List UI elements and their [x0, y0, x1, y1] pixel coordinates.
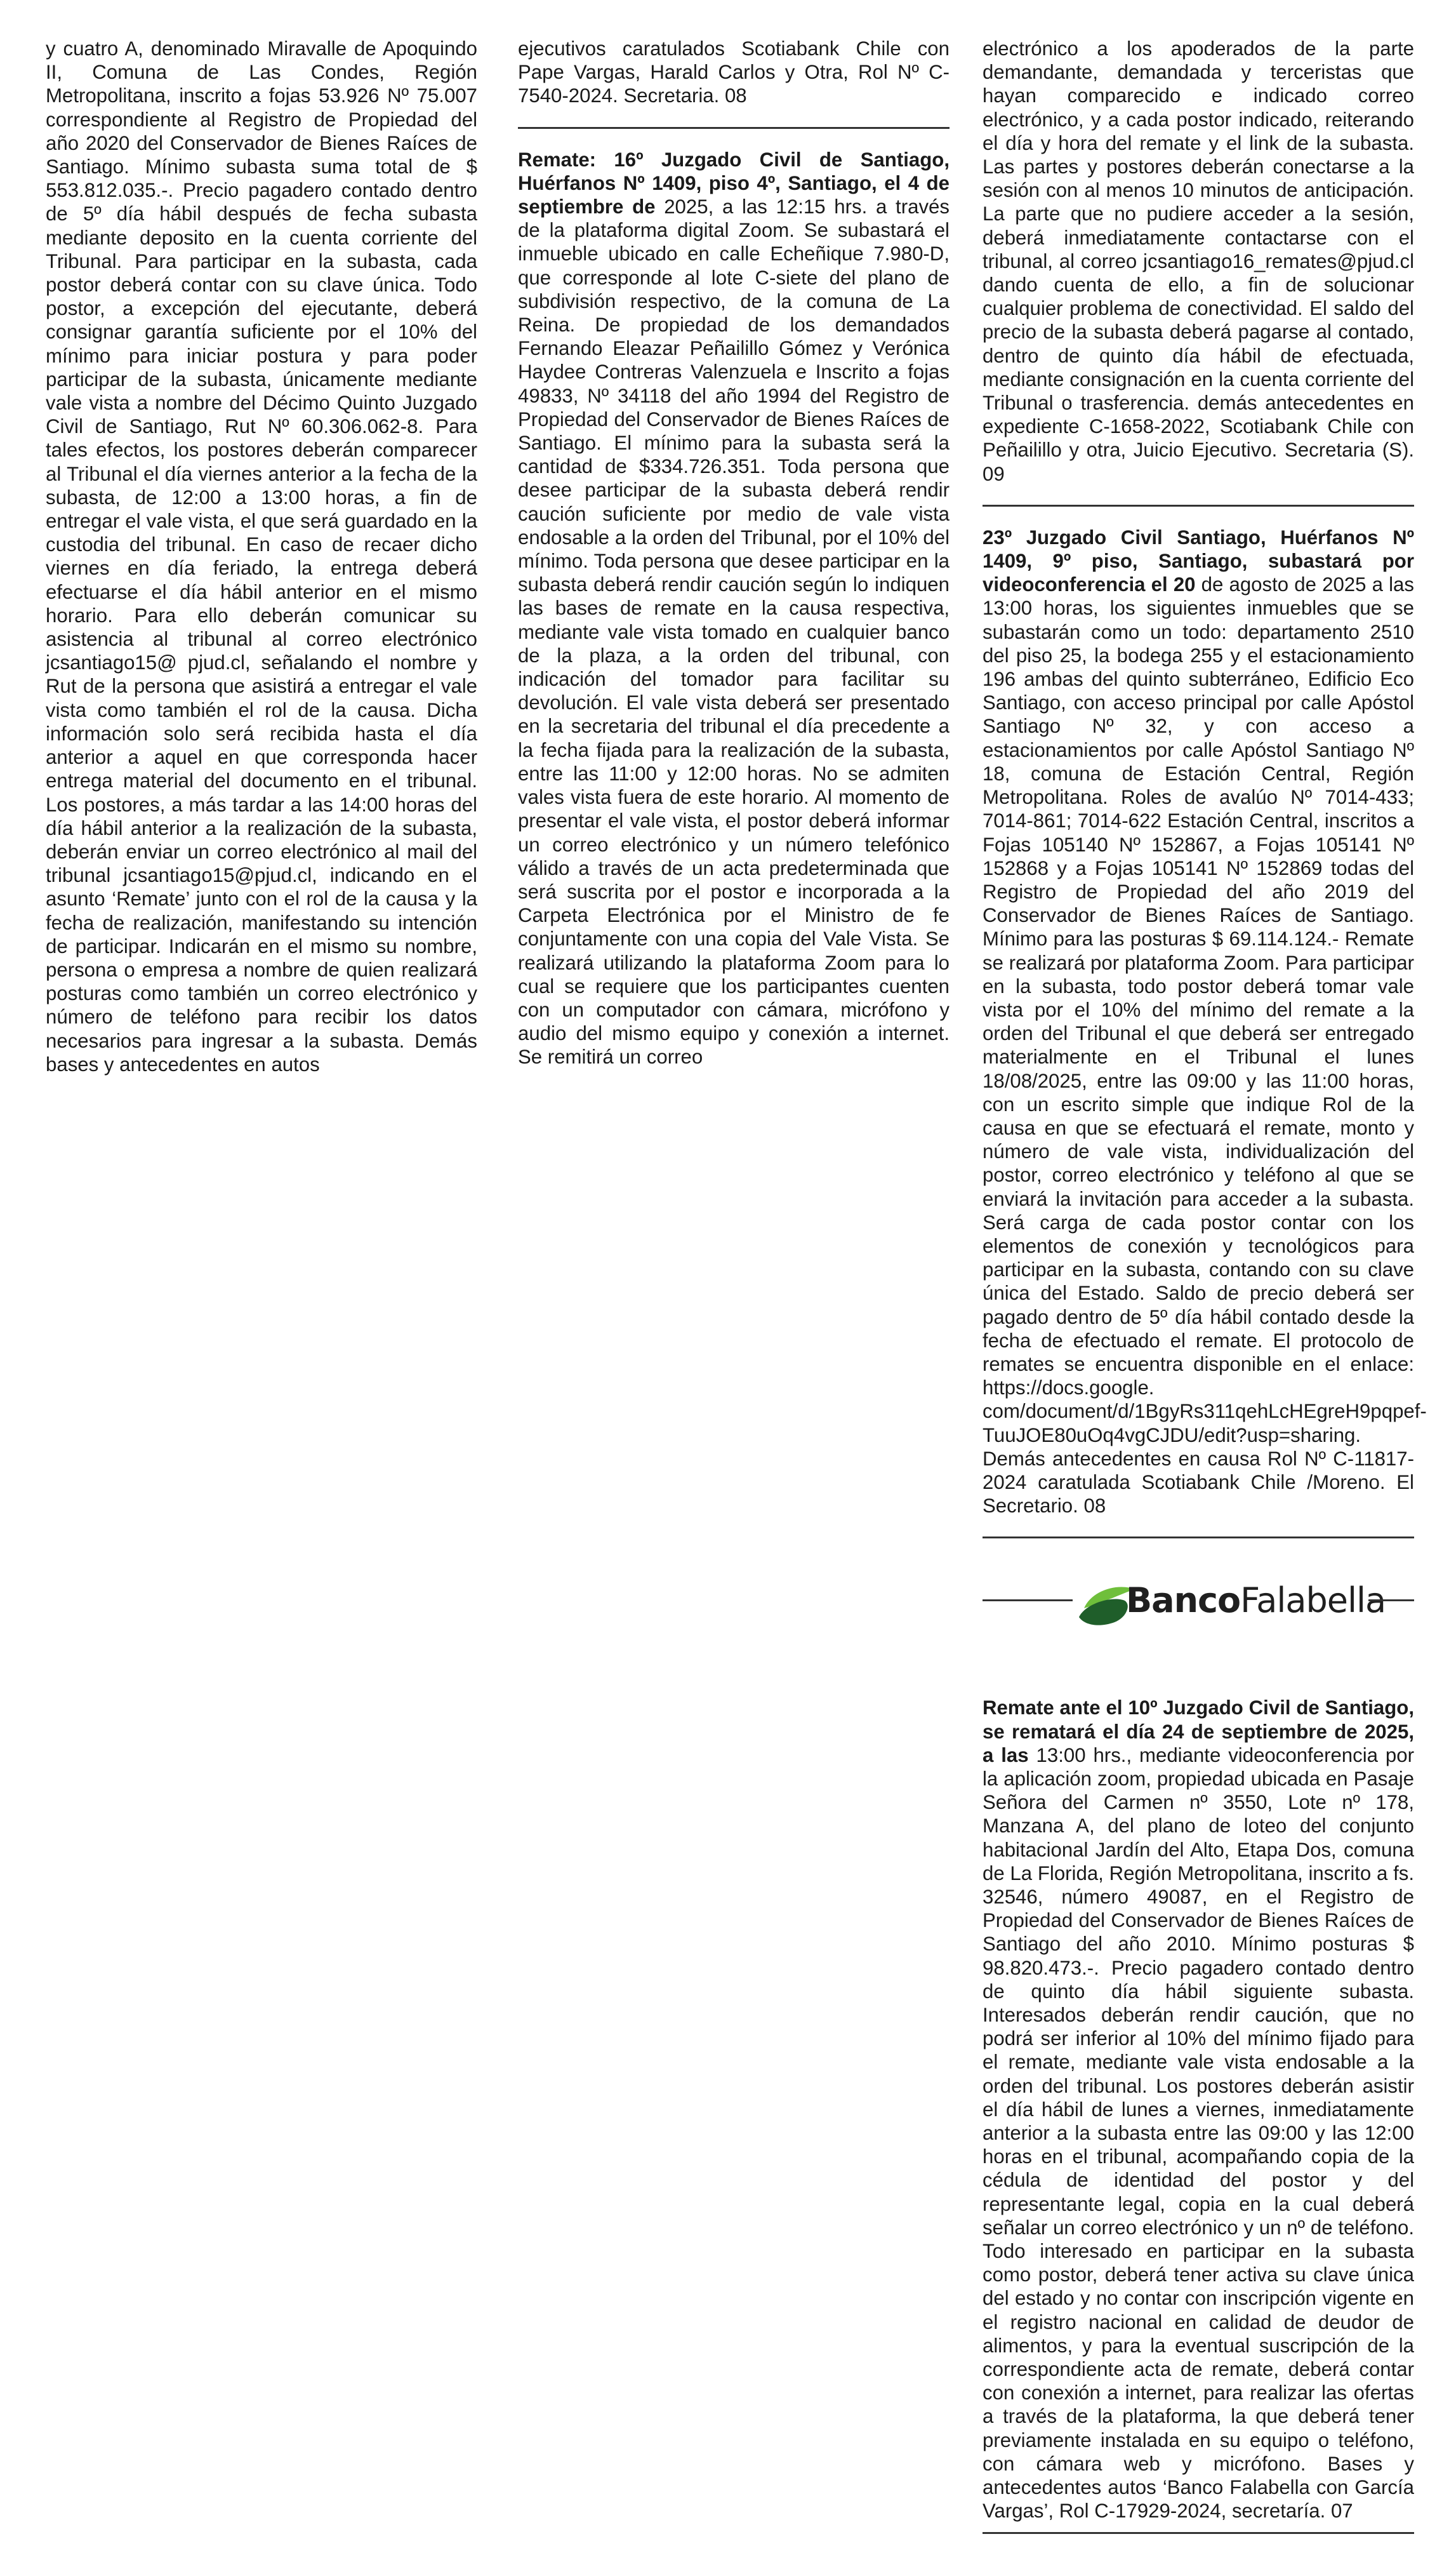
logo-wordmark: [1126, 1582, 1386, 1620]
column-2: [518, 37, 950, 1069]
notice-lead: Remate: 16º Juzgado Civil de Santiago, Huérfanos Nº 1409, piso 4º, Santiago, el 4 de septiembre de: [518, 148, 950, 218]
logo-word-regular: Falabella: [1240, 1580, 1386, 1621]
logo-rule-left: [983, 1599, 1073, 1601]
notice-16-ending: electrónico a los apoderados de la parte demandante, demandada y terceristas que hayan comparecido e indicado correo electrónico, y a cada postor indicado, reiterando el día y hora del remate y el link de la subasta. Las partes y postores deberán conectarse a la sesión con al menos 10 minutos de anticipación. La parte que no pudiere acceder a la sesión, deberá inmediatamente contactarse con el tribunal, al correo jcsantiago16_remates@pjud.cl dando cuenta de ello, a fin de solucionar cualquier problema de conectividad. El saldo del precio de la subasta deberá pagarse al contado, dentro de quinto día hábil de efectuada, mediante consignación en la cuenta corriente del Tribunal o trasferencia. demás antecedentes en expediente C-1658-2022, Scotiabank Chile con Peñailillo y otra, Juicio Ejecutivo. Secretaria (S). 09: [983, 37, 1414, 485]
logo-word-bold: Banco: [1126, 1580, 1241, 1621]
divider: [983, 505, 1414, 507]
column-1: [46, 37, 477, 1076]
banco-falabella-logo: [983, 1557, 1414, 1646]
notice-lead: Remate ante el 10º Juzgado Civil de Santiago, se rematará el día 24 de septiembre de 2025, a las: [983, 1696, 1414, 1766]
notice-10-juzgado: [983, 1696, 1414, 2523]
divider: [518, 127, 950, 129]
notice-body: 13:00 hrs., mediante videoconferencia por la aplicación zoom, propiedad ubicada en Pasaje Señora del Carmen nº 3550, Lote nº 178, Manzana A, del plano de loteo del conjunto habitacional Jardín del Alto, Etapa Dos, comuna de La Florida, Región Metropolitana, inscrito a fs. 32546, número 49087, en el Registro de Propiedad del Conservador de Bienes Raíces de Santiago del año 2010. Mínimo posturas $ 98.820.473.-. Precio pagadero contado dentro de quinto día hábil siguiente subasta. Interesados deberán rendir caución, que no podrá ser inferior al 10% del mínimo fijado para el remate, mediante vale vista endosable a la orden del tribunal. Los postores deberán asistir el día hábil de lunes a viernes, inmediatamente anterior a la subasta entre las 09:00 y las 12:00 horas en el tribunal, acompañando copia de la cédula de identidad del postor y del representante legal, copia en la cual deberá señalar un correo electrónico y un nº de teléfono. Todo interesado en participar en la subasta como postor, deberá tener activa su clave única del estado y no contar con inscripción vigente en el registro nacional en calidad de deudor de alimentos, y para la eventual suscripción de la correspondiente acta de remate, deberá contar con conexión a internet, para realizar las ofertas a través de la plataforma, la que deberá tener previamente instalada en su equipo o teléfono, con cámara web y micrófono. Bases y antecedentes autos ‘Banco Falabella con García Vargas’, Rol C-17929-2024, secretaría. 07: [983, 1743, 1414, 2523]
notice-23-juzgado: [983, 526, 1427, 1518]
notice-16-juzgado: [518, 148, 950, 1069]
column-3: [983, 37, 1427, 2553]
divider: [983, 1536, 1414, 1538]
spacer: [983, 1646, 1414, 1696]
notice-body: 2025, a las 12:15 hrs. a través de la plataforma digital Zoom. Se subastará el inmueble ubicado en calle Echeñique 7.980-D, que corresponde al lote C-siete del plano de subdivisión respectivo, de la comuna de La Reina. De propiedad de los demandados Fernando Eleazar Peñailillo Gómez y Verónica Haydee Contreras Valenzuela e Inscrito a fojas 49833, Nº 34118 del año 1994 del Registro de Propiedad del Conservador de Bienes Raíces de Santiago. El mínimo para la subasta será la cantidad de $334.726.351. Toda persona que desee participar de la subasta deberá rendir caución suficiente por medio de vale vista endosable a la orden del Tribunal, por el 10% del mínimo. Toda persona que desee participar en la subasta deberá rendir caución según lo indiquen las bases de remate en la causa respectiva, mediante vale vista tomado en cualquier banco de la plaza, a la orden del tribunal, con indicación del tomador para facilitar su devolución. El vale vista deberá ser presentado en la secretaria del tribunal el día precedente a la fecha fijada para la realización de la subasta, entre las 11:00 y 12:00 horas. No se admiten vales vista fuera de este horario. Al momento de presentar el vale vista, el postor deberá informar un correo electrónico y un número telefónico válido a través de un acta predeterminada que será suscrita por el postor e incorporada a la Carpeta Electrónica por el Ministro de fe conjuntamente con una copia del Vale Vista. Se realizará utilizando la plataforma Zoom para lo cual se requiere que los participantes cuenten con un computador con cámara, micrófono y audio del mismo equipo y conexión a internet. Se remitirá un correo: [518, 196, 950, 1069]
logo-rule-right: [1368, 1599, 1414, 1601]
divider: [983, 2532, 1414, 2534]
notice-1-ending: ejecutivos caratulados Scotiabank Chile con Pape Vargas, Harald Carlos y Otra, Rol Nº C-7540-2024. Secretaria. 08: [518, 37, 950, 107]
notice-lead: 23º Juzgado Civil Santiago, Huérfanos Nº 1409, 9º piso, Santiago, subastará por videoconferencia el 20: [983, 526, 1414, 596]
notice-1-continuation: y cuatro A, denominado Miravalle de Apoquindo II, Comuna de Las Condes, Región Metropolitana, inscrito a fojas 53.926 Nº 75.007 correspondiente al Registro de Propiedad del año 2020 del Conservador de Bienes Raíces de Santiago. Mínimo subasta suma total de $ 553.812.035.-. Precio pagadero contado dentro de 5º día hábil después de fecha subasta mediante deposito en la cuenta corriente del Tribunal. Para participar en la subasta, cada postor deberá contar con su clave única. Todo postor, a excepción del ejecutante, deberá consignar garantía suficiente por el 10% del mínimo para iniciar postura y para poder participar de la subasta, únicamente mediante vale vista a nombre del Décimo Quinto Juzgado Civil de Santiago, Rut Nº 60.306.062-8. Para tales efectos, los postores deberán comparecer al Tribunal el día viernes anterior a la fecha de la subasta, de 12:00 a 13:00 horas, a fin de entregar el vale vista, el que será guardado en la custodia del tribunal. En caso de recaer dicho viernes en día feriado, la entrega deberá efectuarse el día hábil anterior en el mismo horario. Para ello deberán comunicar su asistencia al tribunal al correo electrónico jcsantiago15@ pjud.cl, señalando el nombre y Rut de la persona que asistirá a entregar el vale vista como también el rol de la causa. Dicha información solo será recibida hasta el día anterior a aquel en que corresponda hacer entrega material del documento en el tribunal. Los postores, a más tardar a las 14:00 horas del día hábil anterior a la realización de la subasta, deberán enviar un correo electrónico al mail del tribunal jcsantiago15@pjud.cl, indicando en el asunto ‘Remate’ junto con el rol de la causa y la fecha de realización, manifestando su intención de participar. Indicarán en el mismo su nombre, persona o empresa a nombre de quien realizará posturas como también un correo electrónico y número de teléfono para recibir los datos necesarios para ingresar a la subasta. Demás bases y antecedentes en autos: [46, 37, 477, 1076]
notice-body: de agosto de 2025 a las 13:00 horas, los siguientes inmuebles que se subastarán como un todo: departamento 2510 del piso 25, la bodega 255 y el estacionamiento 196 ambas del quinto subterráneo, Edificio Eco Santiago, con acceso principal por calle Apóstol Santiago Nº 32, y con acceso a estacionamientos por calle Apóstol Santiago Nº 18, comuna de Estación Central, Región Metropolitana. Roles de avalúo Nº 7014-433; 7014-861; 7014-622 Estación Central, inscritos a Fojas 105140 Nº 152867, a Fojas 105141 Nº 152868 y a Fojas 105141 Nº 152869 todas del Registro de Propiedad del año 2019 del Conservador de Bienes Raíces de Santiago. Mínimo para las posturas $ 69.114.124.- Remate se realizará por plataforma Zoom. Para participar en la subasta, todo postor deberá tomar vale vista por el 10% del mínimo del remate a la orden del Tribunal el que deberá ser entregado materialmente en el Tribunal el lunes 18/08/2025, entre las 09:00 y las 11:00 horas, con un escrito simple que indique Rol de la causa en que se efectuará el remate, monto y número de vale vista, individualización del postor, correo electrónico y teléfono al que se enviará la invitación para acceder a la subasta. Será carga de cada postor contar con los elementos de conexión y tecnológicos para participar en la subasta, contando con su clave única del Estado. Saldo de precio deberá ser pagado dentro de 5º día hábil contado desde la fecha de efectuado el remate. El protocolo de remates se encuentra disponible en el enlace: https://docs.google. com/document/d/1BgyRs311qehLcHEgreH9pqpef-TuuJOE80uOq4vgCJDU/edit?usp=sharing. Demás antecedentes en causa Rol Nº C-11817-2024 caratulada Scotiabank Chile /Moreno. El Secretario. 08: [983, 573, 1427, 1517]
